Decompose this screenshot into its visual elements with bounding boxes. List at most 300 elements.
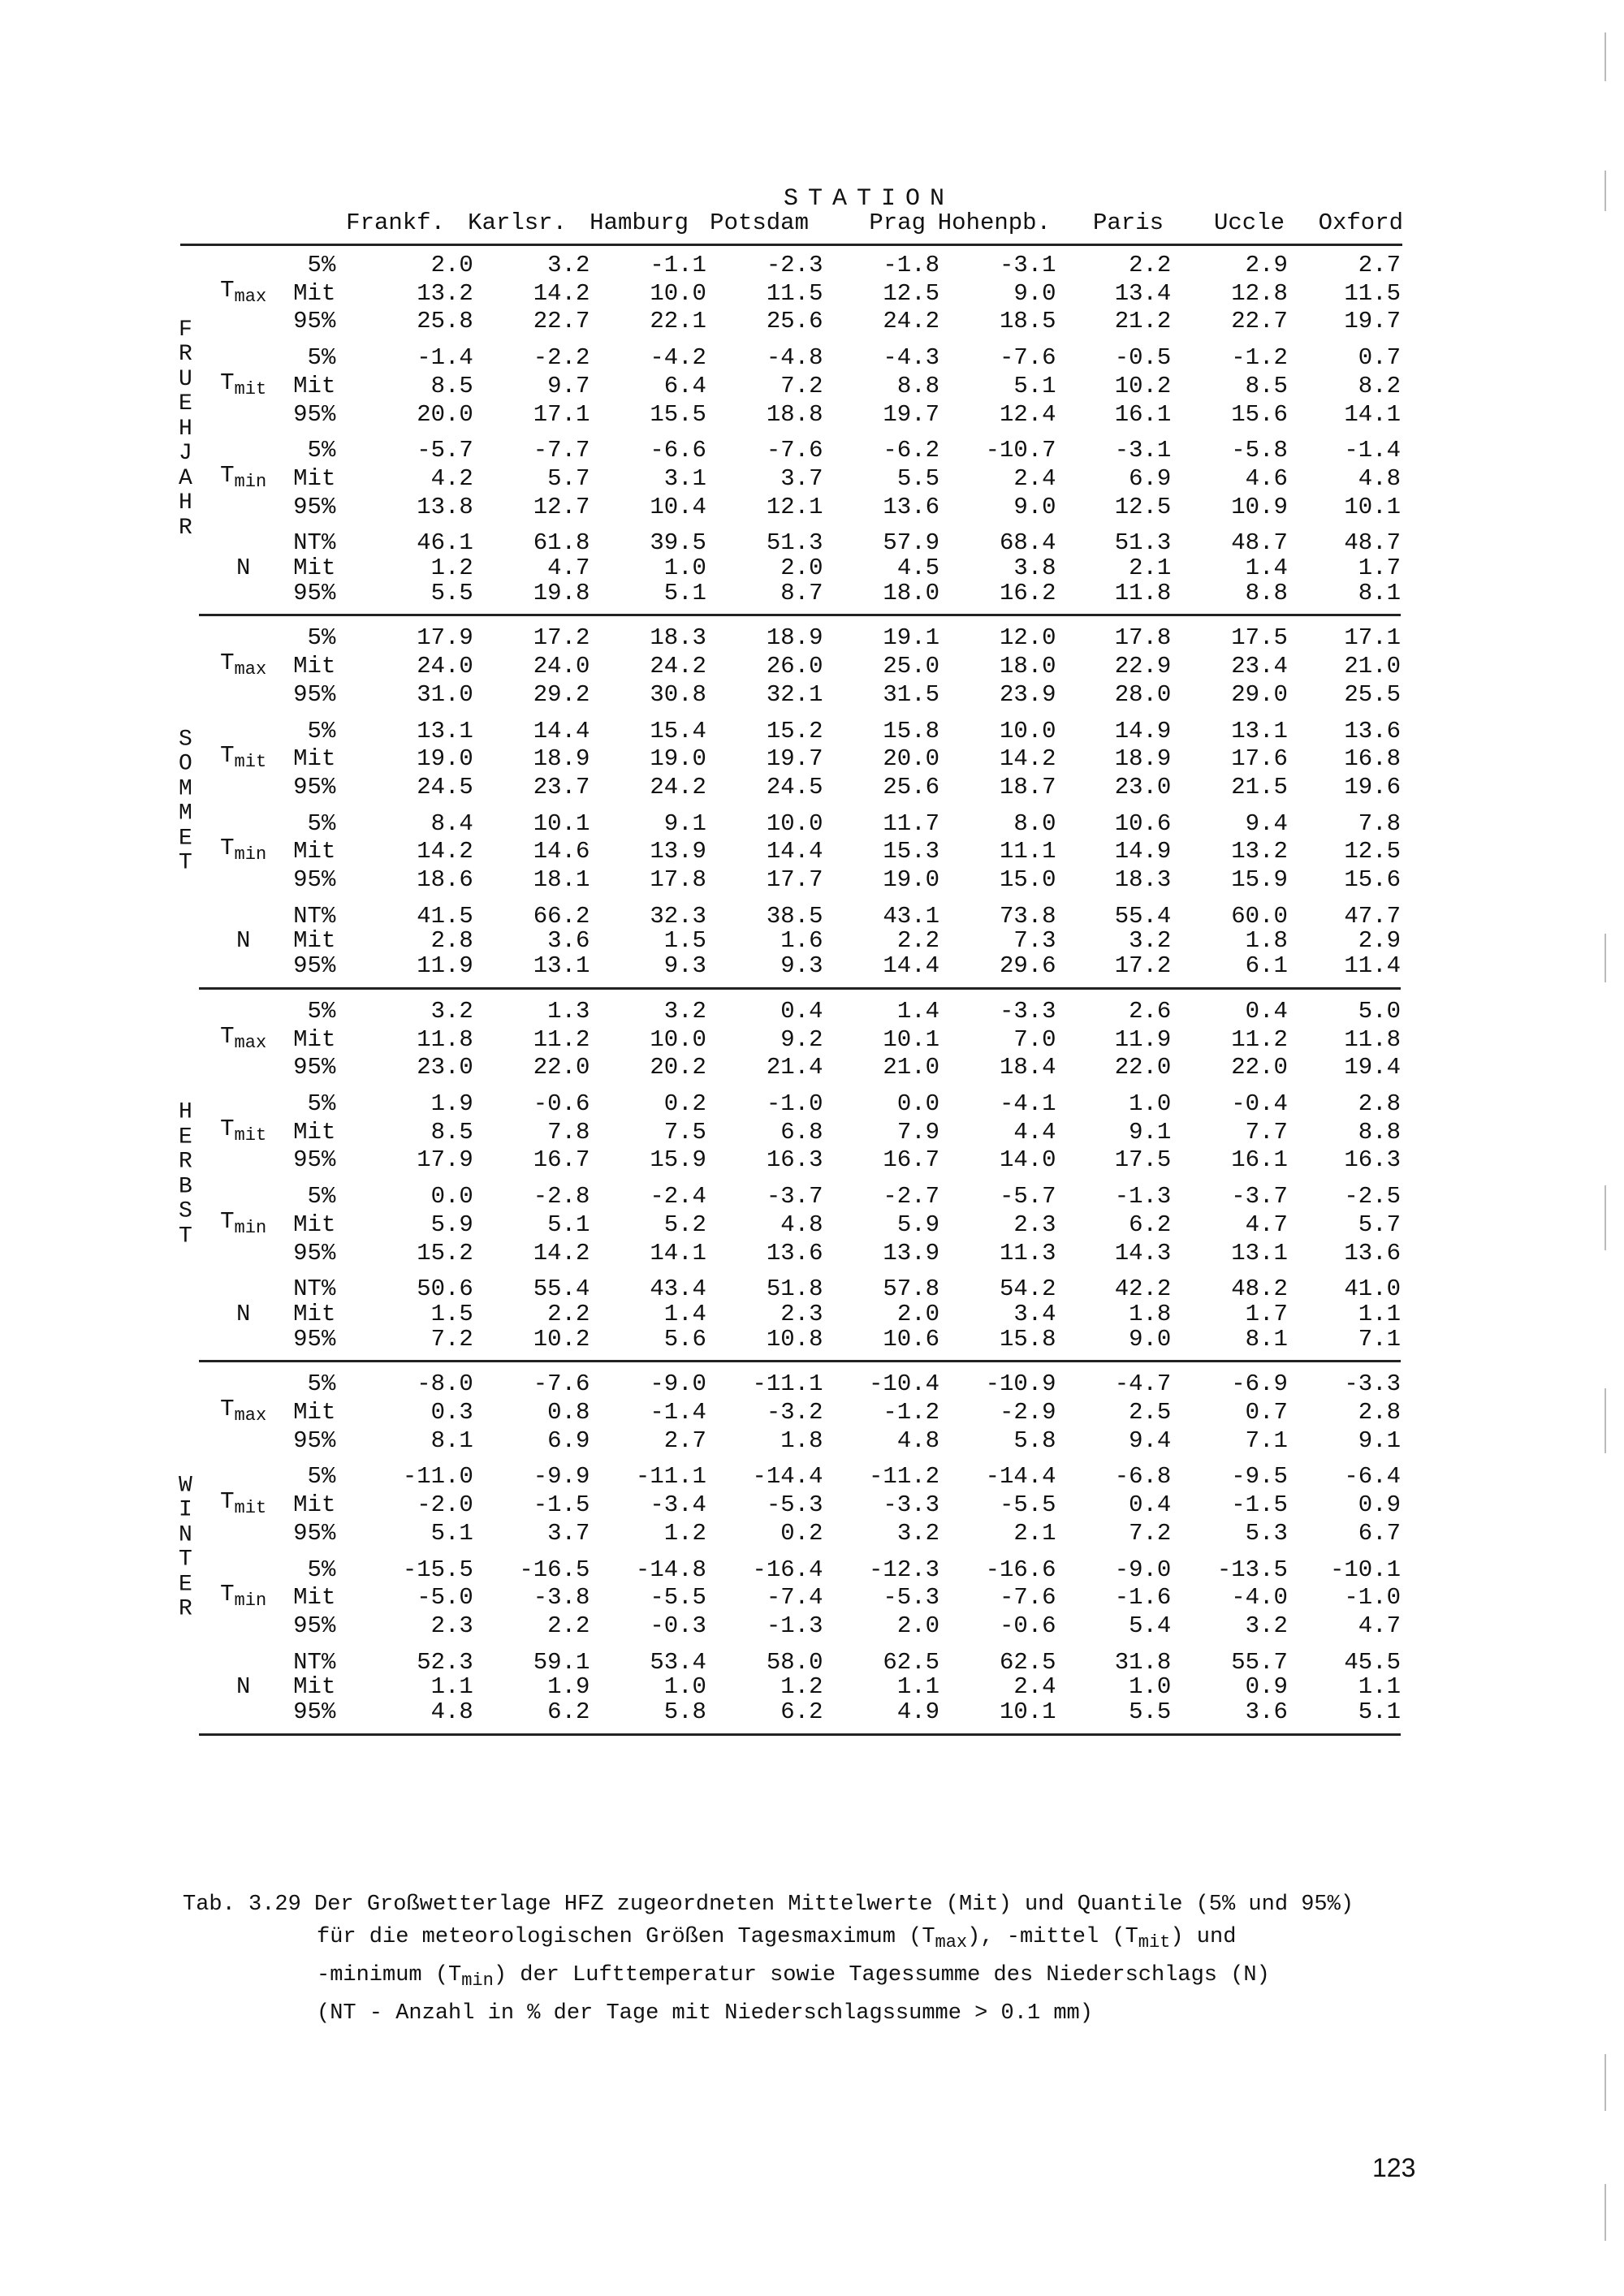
value-cell-frankf: -8.0	[417, 1370, 473, 1398]
table-row	[179, 244, 1401, 278]
value-cell-paris: 3.2	[1129, 927, 1172, 955]
value-cell-hohenpb: -5.5	[999, 1491, 1056, 1519]
value-cell-prag: -6.2	[883, 437, 940, 464]
value-cell-paris: -0.5	[1114, 344, 1172, 372]
table-caption	[183, 1888, 1401, 2030]
value-cell-uccle: 8.5	[1245, 372, 1288, 399]
value-cell-hohenpb: -3.1	[999, 252, 1056, 278]
value-cell-paris: -3.1	[1114, 437, 1172, 464]
variable-label: N	[235, 1300, 251, 1327]
value-cell-hamburg: -5.5	[650, 1584, 706, 1612]
value-cell-prag: 1.4	[896, 997, 940, 1025]
value-cell-frankf: 8.1	[430, 1426, 473, 1454]
value-cell-paris: 17.8	[1114, 624, 1172, 652]
variable-label: $T_{mit}$	[220, 742, 267, 773]
value-cell-karlsr: -2.8	[533, 1183, 590, 1211]
value-cell-karlsr: 19.8	[473, 581, 590, 615]
table-row	[179, 904, 1401, 930]
value-cell-karlsr: 5.1	[547, 1211, 590, 1238]
value-cell-hamburg: -0.3	[650, 1612, 706, 1639]
value-cell-paris: 2.2	[1129, 252, 1172, 278]
table-row	[179, 651, 1401, 683]
value-cell-karlsr: 14.4	[533, 717, 590, 744]
value-cell-potsdam: -3.7	[766, 1183, 823, 1211]
value-cell-oxford: 19.6	[1344, 773, 1401, 801]
value-cell-potsdam: 2.0	[780, 555, 823, 582]
value-cell-paris: 9.0	[1056, 1327, 1172, 1362]
value-cell-hohenpb: 3.4	[1013, 1300, 1056, 1327]
value-cell-paris: 14.9	[1114, 717, 1172, 744]
value-cell-hamburg: 0.2	[663, 1090, 706, 1117]
value-cell-prag: 5.9	[896, 1211, 940, 1238]
value-cell-paris: 17.5	[1114, 1146, 1172, 1174]
scan-edge-mark	[1605, 1185, 1606, 1250]
value-cell-hohenpb: 9.0	[1013, 279, 1056, 307]
value-cell-hohenpb: 2.4	[1013, 464, 1056, 492]
value-cell-hohenpb: 9.0	[1013, 493, 1056, 520]
value-cell-oxford: 47.7	[1344, 902, 1401, 930]
value-cell-hamburg: 18.3	[650, 624, 706, 652]
value-cell-paris: 17.2	[1056, 954, 1172, 988]
value-cell-paris: 51.3	[1114, 529, 1172, 557]
table-row	[179, 1582, 1401, 1614]
value-cell-frankf: 14.2	[417, 838, 473, 865]
value-cell-paris: 14.3	[1114, 1239, 1172, 1267]
value-cell-hamburg: -3.4	[650, 1491, 706, 1519]
value-cell-paris: 10.2	[1114, 372, 1172, 399]
value-cell-oxford: 4.8	[1358, 464, 1401, 492]
statistic-label: Mit	[293, 1211, 336, 1238]
value-cell-hohenpb: 15.0	[999, 866, 1056, 894]
value-cell-potsdam: 32.1	[766, 680, 823, 708]
value-cell-oxford: 7.1	[1288, 1327, 1401, 1362]
value-cell-prag: 11.7	[883, 809, 940, 837]
value-cell-potsdam: 25.6	[766, 308, 823, 335]
station-col-paris: Paris	[1092, 209, 1164, 236]
variable-label: $T_{mit}$	[220, 369, 267, 399]
table-row	[179, 1241, 1401, 1267]
table-row	[179, 1025, 1401, 1056]
value-cell-hamburg: 10.0	[650, 1025, 706, 1053]
value-cell-oxford: 13.6	[1344, 1239, 1401, 1267]
value-cell-hohenpb: -5.7	[999, 1183, 1056, 1211]
value-cell-oxford: 2.8	[1358, 1399, 1401, 1426]
variable-label: $T_{min}$	[220, 461, 267, 492]
value-cell-hohenpb: 54.2	[999, 1275, 1056, 1303]
value-cell-paris: 1.8	[1129, 1300, 1172, 1327]
statistic-label: 5%	[307, 252, 336, 278]
value-cell-karlsr: 3.6	[547, 927, 590, 955]
value-cell-paris: 10.6	[1114, 809, 1172, 837]
value-cell-oxford: 2.9	[1358, 927, 1401, 955]
statistic-label: 95%	[293, 493, 336, 520]
value-cell-oxford: 11.8	[1344, 1025, 1401, 1053]
value-cell-prag: 7.9	[896, 1118, 940, 1146]
statistic-label: 5%	[307, 1463, 336, 1491]
value-cell-potsdam: -5.3	[766, 1491, 823, 1519]
value-cell-prag: -1.8	[883, 252, 940, 278]
value-cell-prag: 2.0	[896, 1612, 940, 1639]
variable-label	[199, 1092, 287, 1117]
value-cell-karlsr: 14.6	[533, 838, 590, 865]
value-cell-potsdam: -7.6	[766, 437, 823, 464]
value-cell-frankf: 1.5	[430, 1300, 473, 1327]
value-cell-frankf: 5.5	[342, 581, 473, 615]
value-cell-karlsr: 1.9	[547, 1673, 590, 1701]
value-cell-hamburg: 1.2	[663, 1519, 706, 1547]
value-cell-hamburg: 5.2	[663, 1211, 706, 1238]
value-cell-uccle: 13.1	[1231, 1239, 1288, 1267]
value-cell-karlsr: 6.2	[473, 1700, 590, 1734]
value-cell-paris: 0.4	[1129, 1491, 1172, 1519]
statistic-label: 5%	[307, 1556, 336, 1583]
table-row	[179, 1185, 1401, 1210]
value-cell-hamburg: 5.1	[590, 581, 706, 615]
value-cell-hohenpb: 11.1	[999, 838, 1056, 865]
value-cell-oxford: 48.7	[1344, 529, 1401, 557]
value-cell-paris: 11.8	[1056, 581, 1172, 615]
variable-label: N	[235, 1673, 251, 1701]
value-cell-prag: 13.6	[883, 493, 940, 520]
value-cell-uccle: 60.0	[1231, 902, 1288, 930]
value-cell-frankf: 19.0	[417, 745, 473, 773]
station-col-oxford: Oxford	[1318, 209, 1403, 236]
variable-label	[199, 775, 287, 801]
value-cell-oxford: 13.6	[1344, 717, 1401, 744]
value-cell-uccle: 10.9	[1231, 493, 1288, 520]
statistic-label: 5%	[307, 1183, 336, 1211]
value-cell-oxford: 21.0	[1344, 653, 1401, 680]
value-cell-karlsr: 12.7	[533, 493, 590, 520]
value-cell-uccle: 1.7	[1245, 1300, 1288, 1327]
value-cell-prag: 3.2	[896, 1519, 940, 1547]
value-cell-prag: 31.5	[883, 680, 940, 708]
value-cell-uccle: 23.4	[1231, 653, 1288, 680]
value-cell-karlsr: 55.4	[533, 1275, 590, 1303]
value-cell-hohenpb: -10.7	[985, 437, 1056, 464]
station-col-hohenpb: Hohenpb.	[937, 209, 1051, 236]
value-cell-frankf: 50.6	[417, 1275, 473, 1303]
statistic-label: NT%	[293, 902, 336, 930]
value-cell-potsdam: -14.4	[752, 1463, 823, 1491]
value-cell-karlsr: 17.1	[533, 400, 590, 428]
statistic-label: 5%	[307, 809, 336, 837]
variable-label	[199, 812, 287, 837]
value-cell-oxford: -6.4	[1344, 1463, 1401, 1491]
variable-label: $T_{min}$	[220, 1581, 267, 1612]
statistic-label: 95%	[287, 1700, 342, 1734]
value-cell-hohenpb: 5.8	[1013, 1426, 1056, 1454]
value-cell-frankf: 25.8	[417, 308, 473, 335]
value-cell-hohenpb: 18.5	[999, 308, 1056, 335]
value-cell-frankf: 11.8	[417, 1025, 473, 1053]
value-cell-paris: 16.1	[1114, 400, 1172, 428]
value-cell-potsdam: 8.7	[706, 581, 823, 615]
value-cell-frankf: 17.9	[417, 1146, 473, 1174]
value-cell-hohenpb: 3.8	[1013, 555, 1056, 582]
value-cell-frankf: -5.0	[417, 1584, 473, 1612]
table-row	[179, 744, 1401, 775]
value-cell-oxford: 19.7	[1344, 308, 1401, 335]
value-cell-oxford: -1.4	[1344, 437, 1401, 464]
value-cell-uccle: 4.6	[1245, 464, 1288, 492]
value-cell-hamburg: -11.1	[635, 1463, 706, 1491]
value-cell-karlsr: 3.2	[547, 252, 590, 278]
value-cell-karlsr: 13.1	[473, 954, 590, 988]
value-cell-uccle: 48.2	[1231, 1275, 1288, 1303]
table-row	[179, 438, 1401, 464]
value-cell-potsdam: 4.8	[780, 1211, 823, 1238]
value-cell-potsdam: 11.5	[766, 279, 823, 307]
table-row	[179, 775, 1401, 801]
table-row	[179, 531, 1401, 556]
value-cell-paris: 55.4	[1114, 902, 1172, 930]
table-row	[179, 495, 1401, 520]
value-cell-frankf: 2.0	[430, 252, 473, 278]
value-cell-frankf: 5.1	[430, 1519, 473, 1547]
value-cell-hohenpb: 14.2	[999, 745, 1056, 773]
statistic-label: 95%	[293, 1519, 336, 1547]
statistic-label: 5%	[307, 624, 336, 652]
table-row	[179, 1092, 1401, 1117]
value-cell-oxford: 7.8	[1358, 809, 1401, 837]
statistic-label: 5%	[307, 717, 336, 744]
value-cell-frankf: 15.2	[417, 1239, 473, 1267]
statistic-label: 95%	[293, 773, 336, 801]
value-cell-uccle: 8.1	[1171, 1327, 1288, 1362]
value-cell-hamburg: -1.1	[650, 252, 706, 278]
value-cell-potsdam: 38.5	[766, 902, 823, 930]
value-cell-uccle: 13.1	[1231, 717, 1288, 744]
value-cell-potsdam: 0.4	[780, 997, 823, 1025]
statistic-label: Mit	[293, 1673, 336, 1701]
value-cell-uccle: 3.6	[1171, 1700, 1288, 1734]
variable-label	[199, 403, 287, 428]
statistic-label: Mit	[293, 1399, 336, 1426]
value-cell-paris: 6.2	[1129, 1211, 1172, 1238]
value-cell-hohenpb: 12.0	[999, 624, 1056, 652]
value-cell-hamburg: 20.2	[650, 1054, 706, 1081]
statistic-label: 95%	[293, 1054, 336, 1081]
value-cell-prag: 0.0	[896, 1090, 940, 1117]
scan-edge-mark	[1605, 934, 1606, 982]
value-cell-prag: 19.7	[883, 400, 940, 428]
value-cell-prag: 16.7	[883, 1146, 940, 1174]
station-col-frankf: Frankf.	[346, 209, 445, 236]
table-row	[179, 556, 1401, 581]
value-cell-hohenpb: 73.8	[999, 902, 1056, 930]
value-cell-potsdam: 2.3	[780, 1300, 823, 1327]
variable-label	[199, 244, 287, 278]
value-cell-frankf: -11.0	[402, 1463, 473, 1491]
value-cell-karlsr: 18.9	[533, 745, 590, 773]
value-cell-hamburg: 3.2	[663, 997, 706, 1025]
table-row	[179, 1302, 1401, 1327]
statistic-label: Mit	[293, 1118, 336, 1146]
value-cell-hohenpb: 68.4	[999, 529, 1056, 557]
value-cell-oxford: -10.1	[1329, 1556, 1401, 1583]
value-cell-uccle: -5.8	[1231, 437, 1288, 464]
variable-label	[199, 309, 287, 334]
value-cell-uccle: -4.0	[1231, 1584, 1288, 1612]
value-cell-potsdam: -11.1	[752, 1370, 823, 1398]
value-cell-uccle: -9.5	[1231, 1463, 1288, 1491]
value-cell-potsdam: -4.8	[766, 344, 823, 372]
value-cell-prag: -3.3	[883, 1491, 940, 1519]
value-cell-uccle: 5.3	[1245, 1519, 1288, 1547]
statistic-label: Mit	[293, 1025, 336, 1053]
value-cell-frankf: 23.0	[417, 1054, 473, 1081]
value-cell-uccle: 4.7	[1245, 1211, 1288, 1238]
variable-label	[199, 1185, 287, 1210]
value-cell-potsdam: -16.4	[752, 1556, 823, 1583]
statistic-label: 95%	[287, 1327, 342, 1362]
table-row	[179, 683, 1401, 708]
statistic-label: 95%	[293, 680, 336, 708]
value-cell-prag: 1.1	[896, 1673, 940, 1701]
statistic-label: 95%	[293, 400, 336, 428]
variable-label: $T_{max}$	[220, 1022, 267, 1053]
value-cell-oxford: 1.7	[1358, 555, 1401, 582]
value-cell-potsdam: 3.7	[780, 464, 823, 492]
value-cell-prag: -4.3	[883, 344, 940, 372]
value-cell-uccle: 17.6	[1231, 745, 1288, 773]
value-cell-oxford: 8.1	[1288, 581, 1401, 615]
value-cell-uccle: 15.9	[1231, 866, 1288, 894]
value-cell-uccle: 0.4	[1245, 997, 1288, 1025]
value-cell-prag: 43.1	[883, 902, 940, 930]
value-cell-paris: -1.3	[1114, 1183, 1172, 1211]
variable-label	[199, 1362, 287, 1397]
table-row	[179, 1700, 1401, 1734]
value-cell-karlsr: -3.8	[533, 1584, 590, 1612]
value-cell-oxford: 10.1	[1344, 493, 1401, 520]
variable-label	[199, 1465, 287, 1490]
value-cell-uccle: -3.7	[1231, 1183, 1288, 1211]
value-cell-karlsr: -7.7	[533, 437, 590, 464]
statistic-label: NT%	[293, 1648, 336, 1676]
value-cell-prag: -10.4	[869, 1370, 940, 1398]
variable-label: $T_{max}$	[220, 276, 267, 307]
variable-label	[199, 1277, 287, 1302]
value-cell-prag: -2.7	[883, 1183, 940, 1211]
value-cell-prag: 15.8	[883, 717, 940, 744]
statistic-label: 95%	[293, 308, 336, 335]
value-cell-hohenpb: -2.9	[999, 1399, 1056, 1426]
value-cell-hohenpb: 62.5	[999, 1648, 1056, 1676]
table-row	[179, 1651, 1401, 1676]
statistic-label: Mit	[293, 745, 336, 773]
value-cell-uccle: -0.4	[1231, 1090, 1288, 1117]
value-cell-karlsr: 10.1	[533, 809, 590, 837]
page-number: 123	[1372, 2153, 1416, 2182]
statistic-label: Mit	[293, 372, 336, 399]
value-cell-hamburg: 5.8	[590, 1700, 706, 1734]
value-cell-frankf: 0.0	[430, 1183, 473, 1211]
value-cell-potsdam: 18.9	[766, 624, 823, 652]
value-cell-hohenpb: 2.1	[1013, 1519, 1056, 1547]
value-cell-frankf: 20.0	[417, 400, 473, 428]
table-row	[179, 1521, 1401, 1547]
season-label	[179, 988, 199, 1361]
scan-edge-mark	[1605, 2054, 1606, 2111]
value-cell-hohenpb: 14.0	[999, 1146, 1056, 1174]
value-cell-frankf: 17.9	[417, 624, 473, 652]
variable-label: N	[235, 555, 251, 582]
table-row	[179, 581, 1401, 615]
value-cell-oxford: 17.1	[1344, 624, 1401, 652]
value-cell-paris: 31.8	[1114, 1648, 1172, 1676]
value-cell-paris: 1.0	[1129, 1673, 1172, 1701]
value-cell-hohenpb: 16.2	[939, 581, 1056, 615]
value-cell-frankf: 41.5	[417, 902, 473, 930]
value-cell-hohenpb: -4.1	[999, 1090, 1056, 1117]
value-cell-hohenpb: 2.4	[1013, 1673, 1056, 1701]
value-cell-karlsr: 6.9	[547, 1426, 590, 1454]
value-cell-karlsr: 18.1	[533, 866, 590, 894]
value-cell-karlsr: 1.3	[547, 997, 590, 1025]
value-cell-uccle: 7.7	[1245, 1118, 1288, 1146]
value-cell-potsdam: 15.2	[766, 717, 823, 744]
value-cell-oxford: 1.1	[1358, 1673, 1401, 1701]
value-cell-oxford: 1.1	[1358, 1300, 1401, 1327]
value-cell-prag: -11.2	[869, 1463, 940, 1491]
value-cell-oxford: 45.5	[1344, 1648, 1401, 1676]
value-cell-uccle: 15.6	[1231, 400, 1288, 428]
value-cell-uccle: 48.7	[1231, 529, 1288, 557]
value-cell-hamburg: 3.1	[663, 464, 706, 492]
value-cell-karlsr: 0.8	[547, 1399, 590, 1426]
statistic-label: 95%	[293, 866, 336, 894]
value-cell-hohenpb: 2.3	[1013, 1211, 1056, 1238]
value-cell-oxford: 8.2	[1358, 372, 1401, 399]
value-cell-paris: 2.5	[1129, 1399, 1172, 1426]
station-col-hamburg: Hamburg	[590, 209, 689, 236]
statistic-label: 5%	[307, 1370, 336, 1398]
value-cell-paris: 23.0	[1114, 773, 1172, 801]
value-cell-karlsr: 2.2	[547, 1300, 590, 1327]
value-cell-potsdam: 24.5	[766, 773, 823, 801]
value-cell-uccle: 12.8	[1231, 279, 1288, 307]
value-cell-potsdam: -2.3	[766, 252, 823, 278]
table-row	[179, 1429, 1401, 1454]
value-cell-potsdam: 9.2	[780, 1025, 823, 1053]
variable-label	[199, 954, 287, 988]
value-cell-hamburg: 53.4	[650, 1648, 706, 1676]
value-cell-potsdam: 13.6	[766, 1239, 823, 1267]
value-cell-hamburg: 19.0	[650, 745, 706, 773]
value-cell-uccle: -13.5	[1216, 1556, 1288, 1583]
value-cell-frankf: 7.2	[342, 1327, 473, 1362]
value-cell-paris: 13.4	[1114, 279, 1172, 307]
value-cell-hohenpb: 18.0	[999, 653, 1056, 680]
value-cell-hamburg: 15.9	[650, 1146, 706, 1174]
value-cell-hamburg: 24.2	[650, 773, 706, 801]
value-cell-hohenpb: -14.4	[985, 1463, 1056, 1491]
value-cell-hamburg: 30.8	[650, 680, 706, 708]
season-label	[179, 615, 199, 988]
value-cell-frankf: 52.3	[417, 1648, 473, 1676]
value-cell-frankf: 13.1	[417, 717, 473, 744]
variable-label	[199, 683, 287, 708]
value-cell-oxford: 0.9	[1358, 1491, 1401, 1519]
value-cell-hamburg: 22.1	[650, 308, 706, 335]
statistic-label: 95%	[293, 1426, 336, 1454]
value-cell-paris: -1.6	[1114, 1584, 1172, 1612]
value-cell-paris: 5.4	[1129, 1612, 1172, 1639]
value-cell-hamburg: 1.5	[663, 927, 706, 955]
value-cell-potsdam: 6.8	[780, 1118, 823, 1146]
